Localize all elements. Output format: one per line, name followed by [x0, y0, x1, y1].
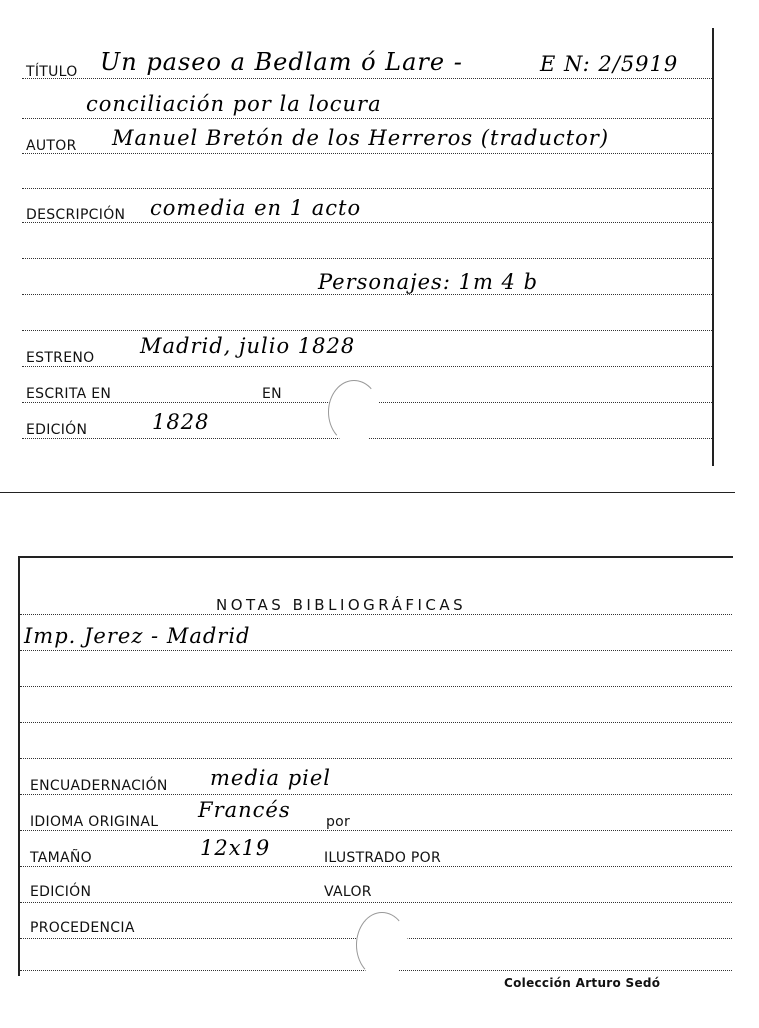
rule [20, 794, 732, 795]
rule [22, 118, 712, 119]
label-estreno: ESTRENO [26, 350, 95, 366]
label-ilustrado: ILUSTRADO POR [324, 850, 441, 866]
top-card-bottom-edge [0, 492, 735, 493]
label-encuadernacion: ENCUADERNACIÓN [30, 778, 168, 794]
value-titulo-line2: conciliación por la locura [86, 92, 382, 116]
rule [22, 258, 712, 259]
punch-hole [328, 380, 380, 444]
rule [22, 188, 712, 189]
rule [22, 366, 712, 367]
bottom-card-left-edge [18, 556, 20, 976]
label-idioma: IDIOMA ORIGINAL [30, 814, 159, 830]
value-estreno: Madrid, julio 1828 [140, 334, 356, 358]
label-valor: VALOR [324, 884, 372, 900]
rule [22, 330, 712, 331]
notas-heading: NOTAS BIBLIOGRÁFICAS [216, 596, 467, 614]
punch-hole [356, 912, 408, 978]
value-numero: E N: 2/5919 [540, 52, 679, 76]
label-en: EN [262, 386, 282, 402]
rule [20, 650, 732, 651]
value-encuadernacion: media piel [210, 766, 331, 790]
value-titulo-line1: Un paseo a Bedlam ó Lare - [100, 48, 463, 76]
collection-label: Colección Arturo Sedó [504, 976, 661, 990]
value-descripcion: comedia en 1 acto [150, 196, 362, 220]
value-personajes: Personajes: 1m 4 b [318, 270, 539, 294]
rule [20, 614, 732, 615]
value-idioma: Francés [198, 798, 291, 822]
label-escrita-en: ESCRITA EN [26, 386, 112, 402]
label-titulo: TÍTULO [26, 64, 78, 80]
rule [20, 902, 732, 903]
rule [22, 153, 712, 154]
rule [20, 830, 732, 831]
label-autor: AUTOR [26, 138, 77, 154]
rule [20, 686, 732, 687]
rule [20, 722, 732, 723]
label-descripcion: DESCRIPCIÓN [26, 207, 126, 223]
value-autor: Manuel Bretón de los Herreros (traductor) [112, 126, 610, 150]
label-edicion: EDICIÓN [26, 422, 88, 438]
rule [22, 222, 712, 223]
bottom-card-top-edge [18, 556, 733, 558]
notes-line1: Imp. Jerez - Madrid [24, 624, 251, 648]
label-por: por [326, 814, 351, 830]
rule [20, 758, 732, 759]
value-edicion: 1828 [152, 410, 210, 434]
rule [22, 294, 712, 295]
rule [22, 78, 712, 79]
value-tamano: 12x19 [200, 836, 271, 860]
label-procedencia: PROCEDENCIA [30, 920, 135, 936]
top-card-right-edge [712, 28, 714, 466]
label-edicion: EDICIÓN [30, 884, 92, 900]
rule [20, 866, 732, 867]
label-tamano: TAMAÑO [30, 850, 92, 866]
